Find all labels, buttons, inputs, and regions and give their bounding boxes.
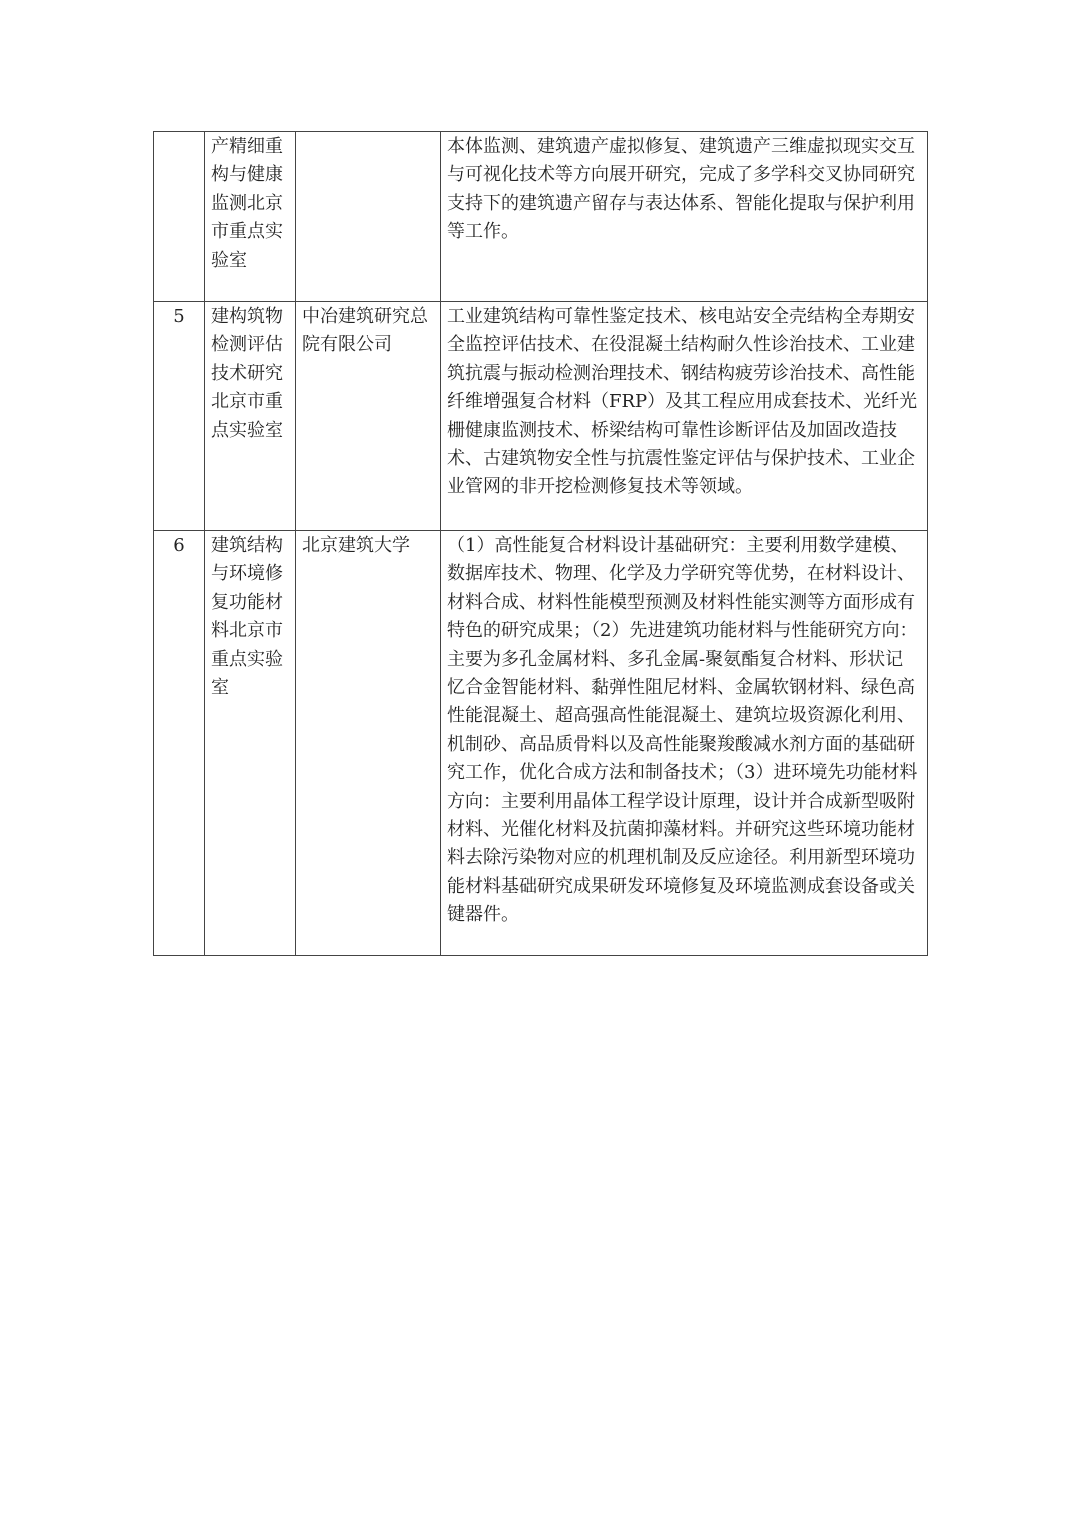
lab-name-cell: 产精细重构与健康监测北京市重点实验室 — [205, 132, 296, 302]
row-number-cell: 5 — [154, 302, 205, 531]
table-row — [154, 302, 928, 531]
lab-name-cell: 建筑结构与环境修复功能材料北京市重点实验室 — [205, 531, 296, 956]
organization-cell — [296, 132, 441, 302]
research-description-cell: 本体监测、建筑遗产虚拟修复、建筑遗产三维虚拟现实交互与可视化技术等方向展开研究，完成了多学科交叉协同研究支持下的建筑遗产留存与表达体系、智能化提取与保护利用等工作。 — [441, 132, 928, 302]
table-row — [154, 132, 928, 302]
research-description-cell: 工业建筑结构可靠性鉴定技术、核电站安全壳结构全寿期安全监控评估技术、在役混凝土结构耐久性诊治技术、工业建筑抗震与振动检测治理技术、钢结构疲劳诊治技术、高性能纤维增强复合材料（FRP）及其工程应用成套技术、光纤光栅健康监测技术、桥梁结构可靠性诊断评估及加固改造技术、古建筑物安全性与抗震性鉴定评估与保护技术、工业企业管网的非开挖检测修复技术等领域。 — [441, 302, 928, 531]
row-number-cell: 6 — [154, 531, 205, 956]
lab-name-cell: 建构筑物检测评估技术研究北京市重点实验室 — [205, 302, 296, 531]
organization-cell: 北京建筑大学 — [296, 531, 441, 956]
organization-cell: 中冶建筑研究总院有限公司 — [296, 302, 441, 531]
row-number-cell — [154, 132, 205, 302]
key-laboratory-table — [153, 131, 928, 956]
table-row — [154, 531, 928, 956]
research-description-cell: （1）高性能复合材料设计基础研究：主要利用数学建模、数据库技术、物理、化学及力学研究等优势，在材料设计、材料合成、材料性能模型预测及材料性能实测等方面形成有特色的研究成果；（2）先进建筑功能材料与性能研究方向：主要为多孔金属材料、多孔金属-聚氨酯复合材料、形状记忆合金智能材料、黏弹性阻尼材料、金属软钢材料、绿色高性能混凝土、超高强高性能混凝土、建筑垃圾资源化利用、机制砂、高品质骨料以及高性能聚羧酸减水剂方面的基础研究工作，优化合成方法和制备技术；（3）进环境先功能材料方向：主要利用晶体工程学设计原理，设计并合成新型吸附材料、光催化材料及抗菌抑藻材料。并研究这些环境功能材料去除污染物对应的机理机制及反应途径。利用新型环境功能材料基础研究成果研发环境修复及环境监测成套设备或关键器件。 — [441, 531, 928, 956]
